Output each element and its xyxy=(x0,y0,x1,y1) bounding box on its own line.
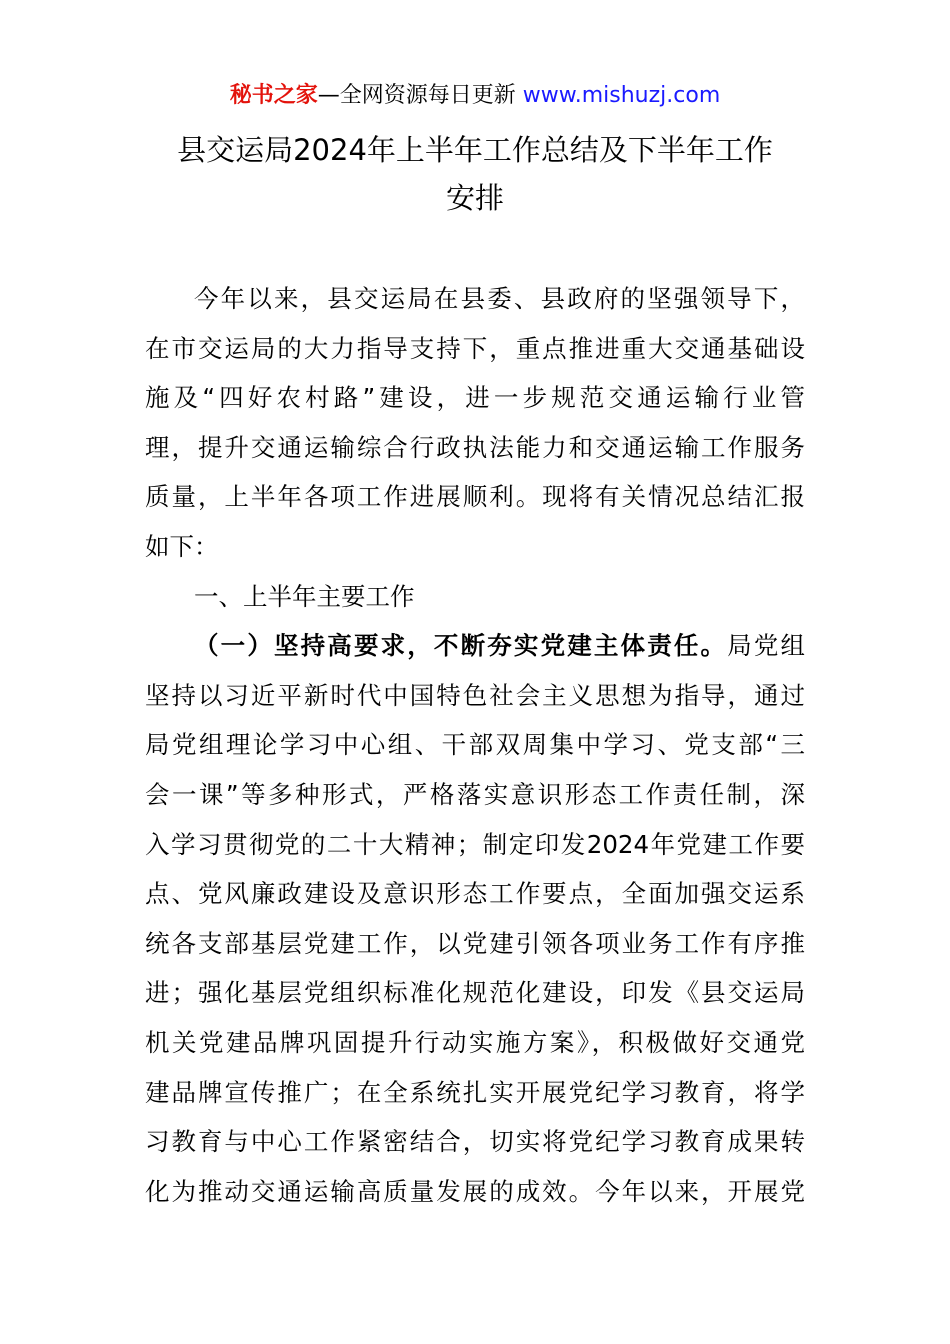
site-header xyxy=(0,80,950,112)
title-line-2: 安排 xyxy=(445,181,504,215)
paragraph-line: 坚持以习近平新时代中国特色社会主义思想为指导，通过 xyxy=(145,680,805,710)
document-body xyxy=(145,274,805,1216)
paragraph-line: 如下： xyxy=(145,531,219,561)
section-heading: 一、上半年主要工作 xyxy=(194,581,415,611)
paragraph-line: 进；强化基层党组织标准化规范化建设，印发《县交运局 xyxy=(145,978,805,1008)
paragraph-line: 统各支部基层党建工作，以党建引领各项业务工作有序推 xyxy=(145,928,805,958)
site-url[interactable]: www.mishuzj.com xyxy=(522,83,721,108)
paragraph-line: 建品牌宣传推广；在全系统扎实开展党纪学习教育，将学 xyxy=(145,1077,805,1107)
paragraph-line: 化为推动交通运输高质量发展的成效。今年以来，开展党 xyxy=(145,1176,805,1206)
paragraph-line: 施及“四好农村路”建设，进一步规范交通运输行业管 xyxy=(145,383,805,413)
subheading-bold: （一）坚持高要求，不断夯实党建主体责任。 xyxy=(194,631,728,661)
paragraph-line: 在市交运局的大力指导支持下，重点推进重大交通基础设 xyxy=(145,333,805,363)
document-title xyxy=(100,126,850,222)
title-line-1: 县交运局2024年上半年工作总结及下半年工作 xyxy=(177,133,773,167)
paragraph-line: 习教育与中心工作紧密结合，切实将党纪学习教育成果转 xyxy=(145,1127,805,1157)
paragraph-line: 今年以来，县交运局在县委、县政府的坚强领导下， xyxy=(194,284,805,313)
paragraph-line: 入学习贯彻党的二十大精神；制定印发2024年党建工作要 xyxy=(145,829,805,859)
paragraph-line: 局党组理论学习中心组、干部双周集中学习、党支部“三 xyxy=(145,730,805,760)
paragraph-line: 理，提升交通运输综合行政执法能力和交通运输工作服务 xyxy=(145,432,805,462)
paragraph-line: 质量，上半年各项工作进展顺利。现将有关情况总结汇报 xyxy=(145,482,805,512)
paragraph-line: 会一课”等多种形式，严格落实意识形态工作责任制，深 xyxy=(145,779,805,809)
subheading-rest: 局党组 xyxy=(727,631,806,661)
brand-name: 秘书之家 xyxy=(229,83,318,108)
header-tagline: —全网资源每日更新 xyxy=(317,83,523,108)
subheading-line xyxy=(145,621,805,671)
paragraph-line: 点、党风廉政建设及意识形态工作要点，全面加强交运系 xyxy=(145,879,805,909)
paragraph-line: 机关党建品牌巩固提升行动实施方案》，积极做好交通党 xyxy=(145,1027,805,1057)
